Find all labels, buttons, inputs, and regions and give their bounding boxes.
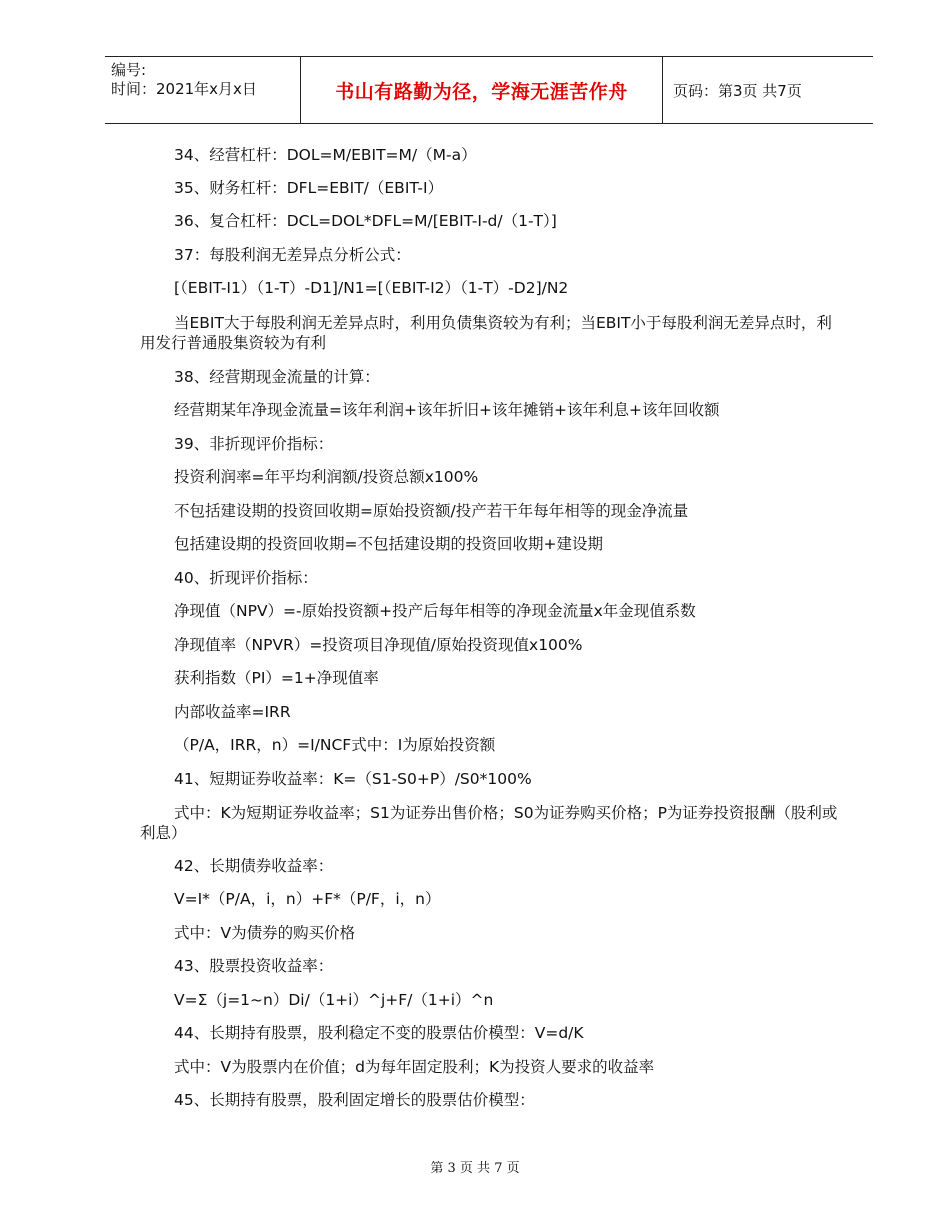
formula-line: V=Σ（j=1~n）Di/（1+i）^j+F/（1+i）^n xyxy=(174,991,494,1009)
section-heading: 41、短期证券收益率：K=（S1-S0+P）/S0*100% xyxy=(174,770,532,788)
formula-line: （P/A，IRR，n）=I/NCF式中：I为原始投资额 xyxy=(174,736,496,754)
section-heading: 37：每股利润无差异点分析公式： xyxy=(174,246,411,264)
paragraph: 式中：K为短期证券收益率；S1为证券出售价格；S0为证券购买价格；P为证券投资报酬（股利或利息） xyxy=(140,804,838,842)
formula-line: 式中：V为股票内在价值；d为每年固定股利；K为投资人要求的收益率 xyxy=(174,1058,655,1076)
formula-line: 内部收益率=IRR xyxy=(174,703,291,721)
formula-line: 包括建设期的投资回收期=不包括建设期的投资回收期+建设期 xyxy=(174,535,603,553)
section-heading: 39、非折现评价指标： xyxy=(174,435,334,453)
formula-line: 34、经营杠杆：DOL=M/EBIT=M/（M-a） xyxy=(174,146,477,164)
formula-line: 经营期某年净现金流量=该年利润+该年折旧+该年摊销+该年利息+该年回收额 xyxy=(174,401,720,419)
section-heading: 40、折现评价指标： xyxy=(174,569,318,587)
formula-line: 净现值率（NPVR）=投资项目净现值/原始投资现值x100% xyxy=(174,636,583,654)
formula-line: 35、财务杠杆：DFL=EBIT/（EBIT-I） xyxy=(174,179,444,197)
formula-line: 投资利润率=年平均利润额/投资总额x100% xyxy=(174,468,479,486)
formula-line: 净现值（NPV）=-原始投资额+投产后每年相等的净现金流量x年金现值系数 xyxy=(174,602,696,620)
section-heading: 43、股票投资收益率： xyxy=(174,957,334,975)
header-meta-cell xyxy=(105,57,301,123)
formula-line: 36、复合杠杆：DCL=DOL*DFL=M/[EBIT-I-d/（1-T）] xyxy=(174,212,557,230)
formula-line: V=I*（P/A，i，n）+F*（P/F，i，n） xyxy=(174,890,441,908)
document-number-label: 编号: xyxy=(111,61,147,79)
page-header xyxy=(105,56,873,124)
section-heading: 42、长期债券收益率： xyxy=(174,857,334,875)
section-heading: 44、长期持有股票，股利稳定不变的股票估价模型：V=d/K xyxy=(174,1024,584,1042)
paragraph: 当EBIT大于每股利润无差异点时，利用负债集资较为有利；当EBIT小于每股利润无差异点时，利用发行普通股集资较为有利 xyxy=(140,314,832,352)
formula-line: [（EBIT-I1）（1-T）-D1]/N1=[（EBIT-I2）（1-T）-D2]/N2 xyxy=(174,279,569,297)
page-footer: 第 3 页 共 7 页 xyxy=(430,1161,520,1176)
section-heading: 38、经营期现金流量的计算： xyxy=(174,368,380,386)
section-heading: 45、长期持有股票，股利固定增长的股票估价模型： xyxy=(174,1091,535,1109)
header-page-info: 页码：第3页 共7页 xyxy=(673,81,802,100)
header-motto: 书山有路勤为径，学海无涯苦作舟 xyxy=(301,57,663,123)
document-time-label: 时间：2021年x月x日 xyxy=(111,80,257,98)
formula-line: 获利指数（PI）=1+净现值率 xyxy=(174,669,379,687)
formula-line: 不包括建设期的投资回收期=原始投资额/投产若干年每年相等的现金净流量 xyxy=(174,502,689,520)
formula-line: 式中：V为债券的购买价格 xyxy=(174,924,356,942)
